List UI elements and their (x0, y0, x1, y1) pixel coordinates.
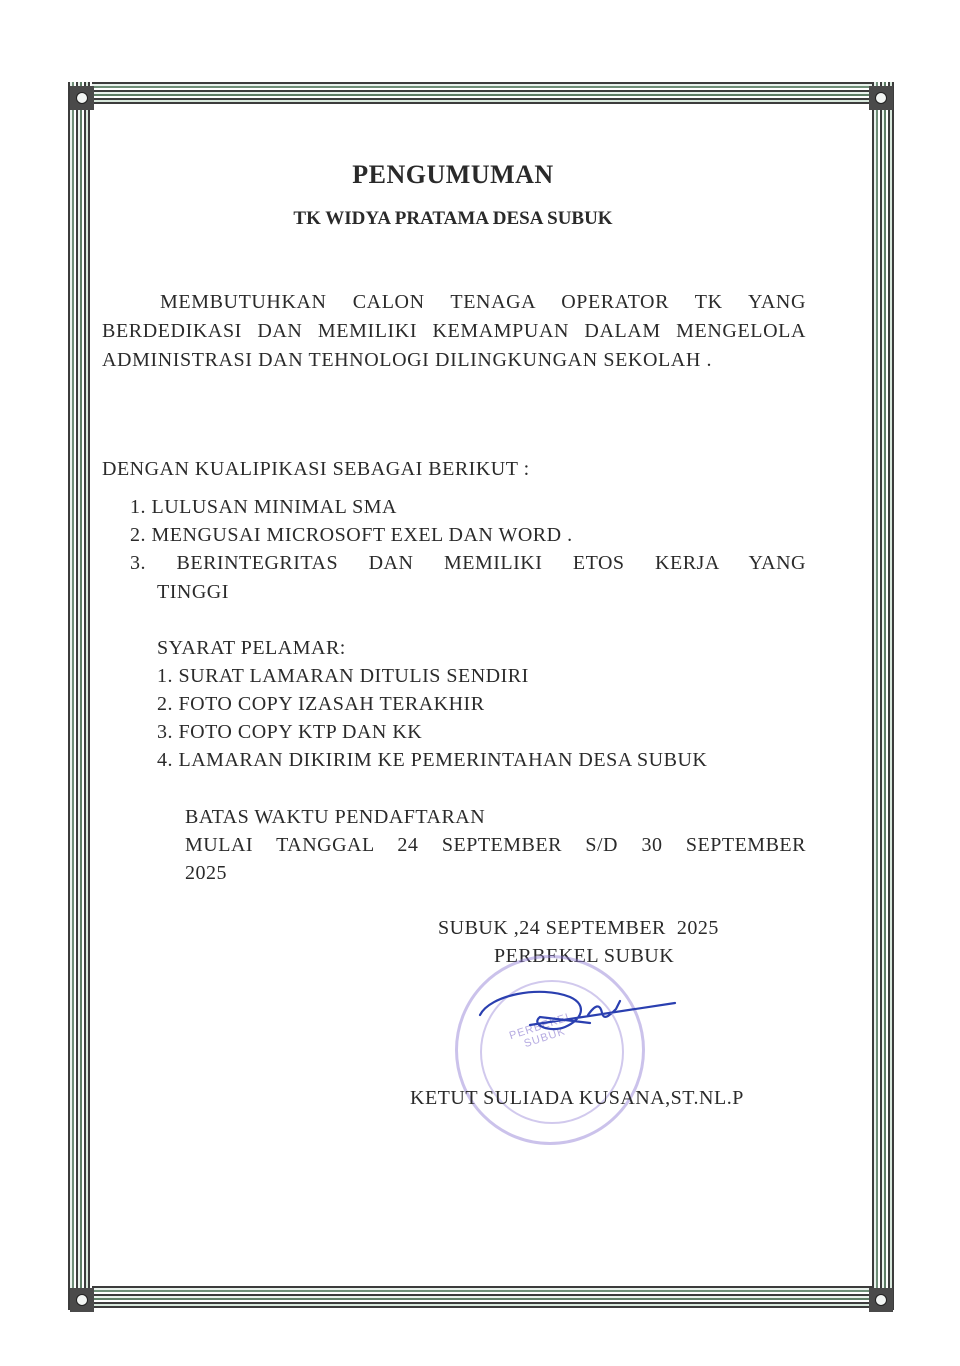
frame-top (68, 82, 896, 106)
signer-name: KETUT SULIADA KUSANA,ST.NL.P (410, 1087, 744, 1109)
stamp-label: PERBEKEL SUBUK (507, 1010, 575, 1051)
handwritten-signature (470, 975, 690, 1055)
document-subtitle: TK WIDYA PRATAMA DESA SUBUK (293, 208, 613, 229)
signer-position: PERBEKEL SUBUK (494, 945, 675, 967)
qualification-item: 1. LULUSAN MINIMAL SMA (130, 496, 397, 518)
frame-right (872, 82, 896, 1310)
requirement-item: 1. SURAT LAMARAN DITULIS SENDIRI (157, 665, 529, 687)
qualification-item: 3. BERINTEGRITAS DAN MEMILIKI ETOS KERJA YANG (130, 552, 806, 574)
frame-corner-bottom-left (70, 1288, 94, 1312)
requirement-item: 2. FOTO COPY IZASAH TERAKHIR (157, 693, 485, 715)
requirement-item: 3. FOTO COPY KTP DAN KK (157, 721, 423, 743)
requirement-item: 4. LAMARAN DIKIRIM KE PEMERINTAHAN DESA SUBUK (157, 749, 708, 771)
deadline-year: 2025 (185, 862, 227, 884)
intro-text: MEMBUTUHKAN CALON TENAGA OPERATOR TK YANG BERDEDIKASI DAN MEMILIKI KEMAMPUAN DALAM MENGELOLA ADMINISTRASI DAN TEHNOLOGI DILINGKUNGAN SEKOLAH . (102, 291, 806, 371)
qualification-item: 2. MENGUSAI MICROSOFT EXEL DAN WORD . (130, 524, 573, 546)
frame-left (68, 82, 92, 1310)
frame-corner-top-right (869, 86, 893, 110)
frame-bottom (68, 1286, 896, 1310)
frame-corner-top-left (70, 86, 94, 110)
requirements-heading: SYARAT PELAMAR: (157, 637, 346, 659)
qualification-item-continuation: TINGGI (157, 581, 229, 603)
frame-corner-bottom-right (869, 1288, 893, 1312)
qualifications-heading: DENGAN KUALIPIKASI SEBAGAI BERIKUT : (102, 458, 530, 480)
document-title: PENGUMUMAN (352, 160, 554, 189)
deadline-heading: BATAS WAKTU PENDAFTARAN (185, 806, 486, 828)
intro-paragraph (102, 288, 806, 375)
deadline-line: MULAI TANGGAL 24 SEPTEMBER S/D 30 SEPTEMBER (185, 834, 806, 856)
place-date: SUBUK ,24 SEPTEMBER 2025 (438, 917, 719, 939)
